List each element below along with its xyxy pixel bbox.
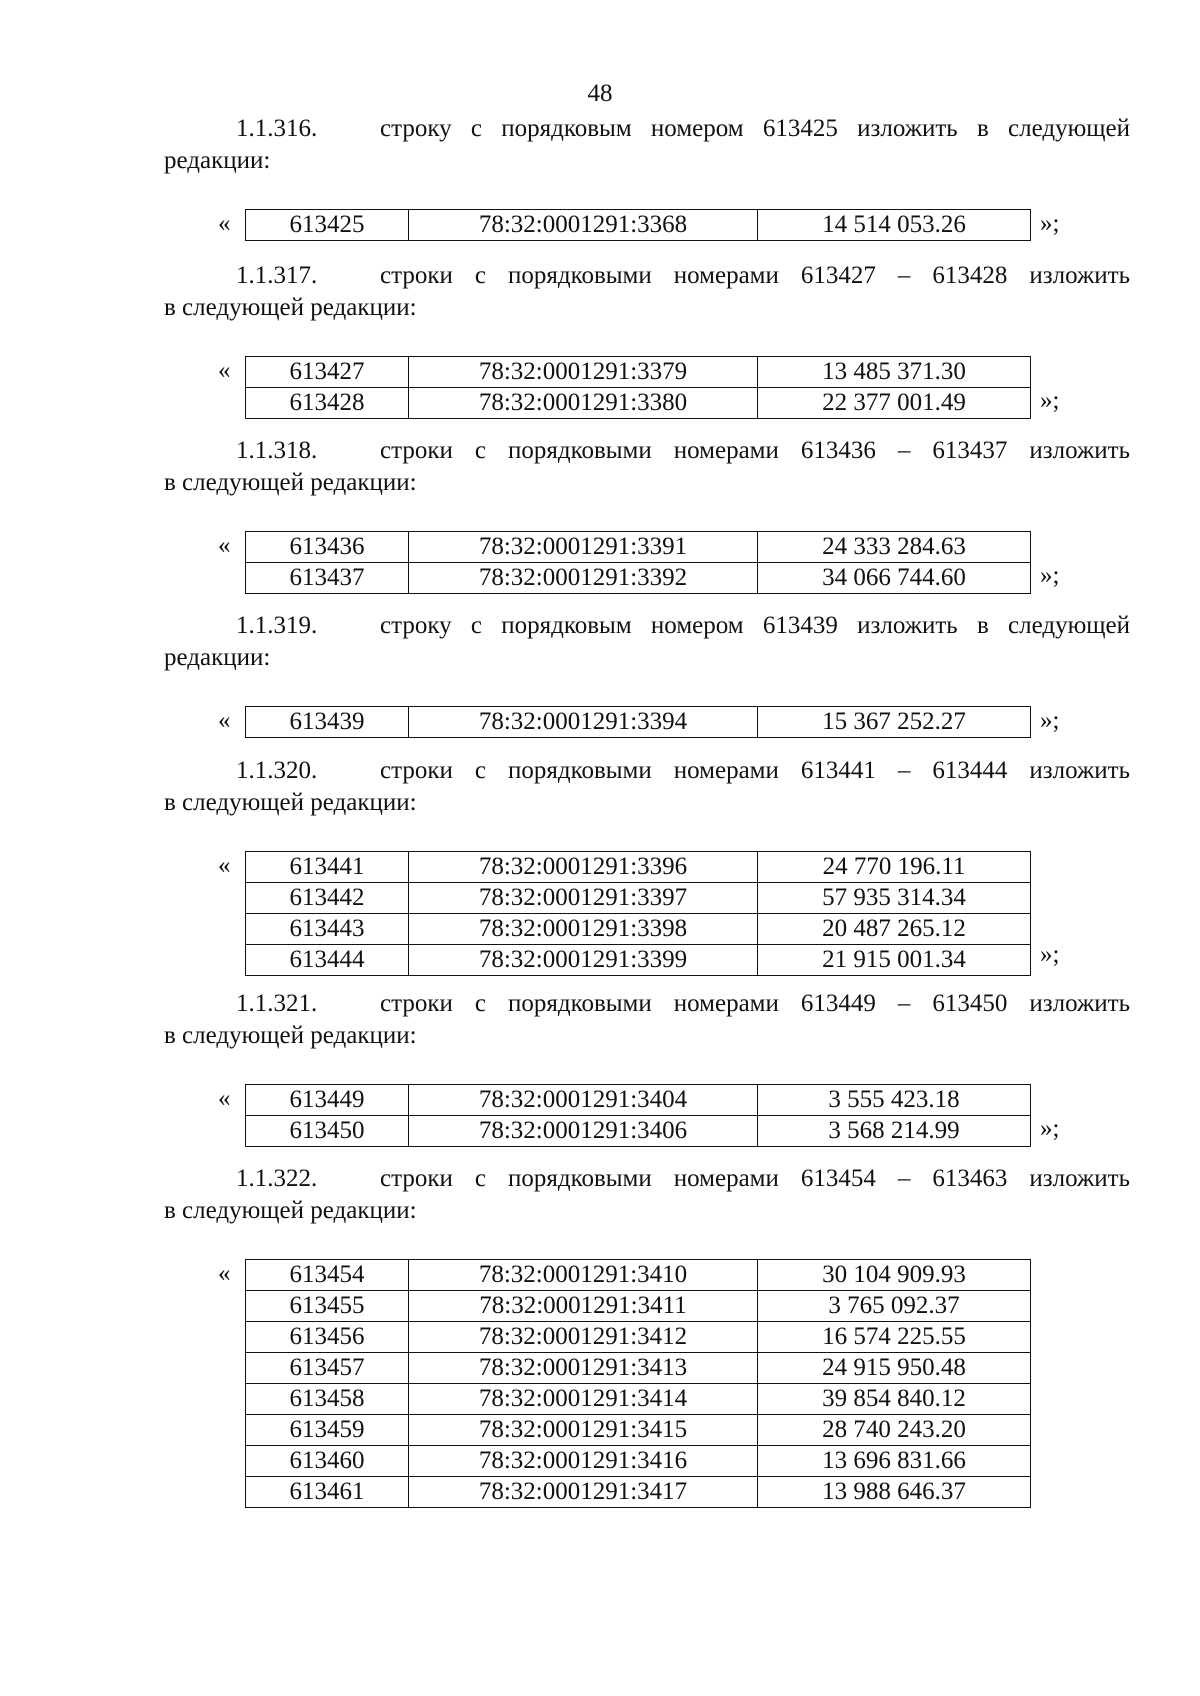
table-row <box>246 1353 1031 1384</box>
amendment-table <box>245 1259 1031 1508</box>
amendment-heading <box>0 755 1200 821</box>
clause-number: 1.1.322. <box>236 1165 318 1192</box>
table-row <box>246 945 1031 976</box>
amendment-heading <box>0 988 1200 1054</box>
cadastral-number-cell: 78:32:0001291:3398 <box>409 914 758 945</box>
row-number-cell: 613456 <box>246 1322 409 1353</box>
value-cell: 3 555 423.18 <box>758 1085 1031 1116</box>
row-number-cell: 613457 <box>246 1353 409 1384</box>
table-row <box>246 1477 1031 1508</box>
table-row <box>246 1116 1031 1147</box>
row-number-cell: 613443 <box>246 914 409 945</box>
table-row <box>246 1260 1031 1291</box>
row-number-cell: 613454 <box>246 1260 409 1291</box>
cadastral-number-cell: 78:32:0001291:3396 <box>409 852 758 883</box>
cadastral-number-cell: 78:32:0001291:3414 <box>409 1384 758 1415</box>
table-row <box>246 563 1031 594</box>
value-cell: 39 854 840.12 <box>758 1384 1031 1415</box>
cadastral-number-cell: 78:32:0001291:3399 <box>409 945 758 976</box>
amendment-heading <box>0 260 1200 326</box>
cadastral-number-cell: 78:32:0001291:3411 <box>409 1291 758 1322</box>
clause-text-continuation: в следующей редакции: <box>164 294 417 321</box>
table-row <box>246 357 1031 388</box>
clause-text: строки с порядковыми номерами 613454 – 613463 изложить <box>380 1165 1130 1192</box>
clause-text: строку с порядковым номером 613425 изложить в следующей <box>380 115 1130 142</box>
value-cell: 21 915 001.34 <box>758 945 1031 976</box>
value-cell: 13 696 831.66 <box>758 1446 1031 1477</box>
closing-quote: »; <box>1040 561 1060 589</box>
amendment-section <box>0 1163 1200 1505</box>
table-row <box>246 1291 1031 1322</box>
clause-number: 1.1.316. <box>236 115 318 142</box>
amendment-table <box>245 1084 1031 1147</box>
cadastral-number-cell: 78:32:0001291:3368 <box>409 210 758 241</box>
clause-text: строки с порядковыми номерами 613441 – 613444 изложить <box>380 757 1130 784</box>
amendment-table <box>245 531 1031 594</box>
value-cell: 3 568 214.99 <box>758 1116 1031 1147</box>
row-number-cell: 613460 <box>246 1446 409 1477</box>
row-number-cell: 613461 <box>246 1477 409 1508</box>
value-cell: 20 487 265.12 <box>758 914 1031 945</box>
row-number-cell: 613441 <box>246 852 409 883</box>
clause-text: строку с порядковым номером 613439 изложить в следующей <box>380 612 1130 639</box>
cadastral-number-cell: 78:32:0001291:3413 <box>409 1353 758 1384</box>
row-number-cell: 613436 <box>246 532 409 563</box>
cadastral-number-cell: 78:32:0001291:3410 <box>409 1260 758 1291</box>
value-cell: 24 770 196.11 <box>758 852 1031 883</box>
value-cell: 16 574 225.55 <box>758 1322 1031 1353</box>
cadastral-number-cell: 78:32:0001291:3380 <box>409 388 758 419</box>
clause-text: строки с порядковыми номерами 613427 – 613428 изложить <box>380 262 1130 289</box>
value-cell: 13 988 646.37 <box>758 1477 1031 1508</box>
table-row <box>246 1446 1031 1477</box>
amendment-heading <box>0 435 1200 501</box>
row-number-cell: 613439 <box>246 707 409 738</box>
value-cell: 14 514 053.26 <box>758 210 1031 241</box>
clause-text-continuation: в следующей редакции: <box>164 1197 417 1224</box>
row-number-cell: 613458 <box>246 1384 409 1415</box>
opening-quote: « <box>218 1260 231 1287</box>
table-row <box>246 914 1031 945</box>
value-cell: 57 935 314.34 <box>758 883 1031 914</box>
value-cell: 13 485 371.30 <box>758 357 1031 388</box>
clause-number: 1.1.318. <box>236 437 318 464</box>
value-cell: 3 765 092.37 <box>758 1291 1031 1322</box>
opening-quote: « <box>218 852 231 879</box>
table-row <box>246 707 1031 738</box>
amendment-section <box>0 113 1200 238</box>
value-cell: 28 740 243.20 <box>758 1415 1031 1446</box>
clause-text-continuation: в следующей редакции: <box>164 469 417 496</box>
opening-quote: « <box>218 532 231 559</box>
table-row <box>246 1085 1031 1116</box>
cadastral-number-cell: 78:32:0001291:3417 <box>409 1477 758 1508</box>
amendment-section <box>0 755 1200 973</box>
value-cell: 24 915 950.48 <box>758 1353 1031 1384</box>
amendment-table <box>245 706 1031 738</box>
closing-quote: »; <box>1040 386 1060 414</box>
amendment-table <box>245 356 1031 419</box>
clause-text-continuation: в следующей редакции: <box>164 1022 417 1049</box>
amendment-heading <box>0 113 1200 179</box>
cadastral-number-cell: 78:32:0001291:3394 <box>409 707 758 738</box>
clause-text: строки с порядковыми номерами 613436 – 613437 изложить <box>380 437 1130 464</box>
value-cell: 15 367 252.27 <box>758 707 1031 738</box>
row-number-cell: 613459 <box>246 1415 409 1446</box>
table-row <box>246 388 1031 419</box>
clause-number: 1.1.317. <box>236 262 318 289</box>
cadastral-number-cell: 78:32:0001291:3404 <box>409 1085 758 1116</box>
amendment-heading <box>0 1163 1200 1229</box>
table-row <box>246 883 1031 914</box>
table-row <box>246 852 1031 883</box>
row-number-cell: 613425 <box>246 210 409 241</box>
row-number-cell: 613455 <box>246 1291 409 1322</box>
cadastral-number-cell: 78:32:0001291:3415 <box>409 1415 758 1446</box>
row-number-cell: 613442 <box>246 883 409 914</box>
row-number-cell: 613428 <box>246 388 409 419</box>
clause-text-continuation: в следующей редакции: <box>164 789 417 816</box>
amendment-table <box>245 851 1031 976</box>
cadastral-number-cell: 78:32:0001291:3392 <box>409 563 758 594</box>
amendment-table <box>245 209 1031 241</box>
cadastral-number-cell: 78:32:0001291:3397 <box>409 883 758 914</box>
table-row <box>246 532 1031 563</box>
cadastral-number-cell: 78:32:0001291:3406 <box>409 1116 758 1147</box>
clause-number: 1.1.320. <box>236 757 318 784</box>
closing-quote: »; <box>1040 707 1060 734</box>
table-row <box>246 210 1031 241</box>
row-number-cell: 613437 <box>246 563 409 594</box>
clause-number: 1.1.321. <box>236 990 318 1017</box>
table-row <box>246 1415 1031 1446</box>
row-number-cell: 613450 <box>246 1116 409 1147</box>
cadastral-number-cell: 78:32:0001291:3416 <box>409 1446 758 1477</box>
table-row <box>246 1322 1031 1353</box>
amendment-section <box>0 610 1200 735</box>
amendment-section <box>0 988 1200 1144</box>
row-number-cell: 613444 <box>246 945 409 976</box>
value-cell: 30 104 909.93 <box>758 1260 1031 1291</box>
opening-quote: « <box>218 210 231 237</box>
value-cell: 22 377 001.49 <box>758 388 1031 419</box>
row-number-cell: 613427 <box>246 357 409 388</box>
opening-quote: « <box>218 707 231 734</box>
value-cell: 34 066 744.60 <box>758 563 1031 594</box>
closing-quote: »; <box>1040 210 1060 237</box>
row-number-cell: 613449 <box>246 1085 409 1116</box>
cadastral-number-cell: 78:32:0001291:3412 <box>409 1322 758 1353</box>
closing-quote: »; <box>1040 1114 1060 1142</box>
amendment-section <box>0 260 1200 416</box>
table-row <box>246 1384 1031 1415</box>
closing-quote: »; <box>1040 940 1060 968</box>
value-cell: 24 333 284.63 <box>758 532 1031 563</box>
page-number: 48 <box>587 80 613 107</box>
opening-quote: « <box>218 357 231 384</box>
clause-text-continuation: редакции: <box>164 147 271 174</box>
opening-quote: « <box>218 1085 231 1112</box>
clause-text-continuation: редакции: <box>164 644 271 671</box>
clause-number: 1.1.319. <box>236 612 318 639</box>
clause-text: строки с порядковыми номерами 613449 – 613450 изложить <box>380 990 1130 1017</box>
amendment-heading <box>0 610 1200 676</box>
amendment-section <box>0 435 1200 591</box>
cadastral-number-cell: 78:32:0001291:3379 <box>409 357 758 388</box>
cadastral-number-cell: 78:32:0001291:3391 <box>409 532 758 563</box>
